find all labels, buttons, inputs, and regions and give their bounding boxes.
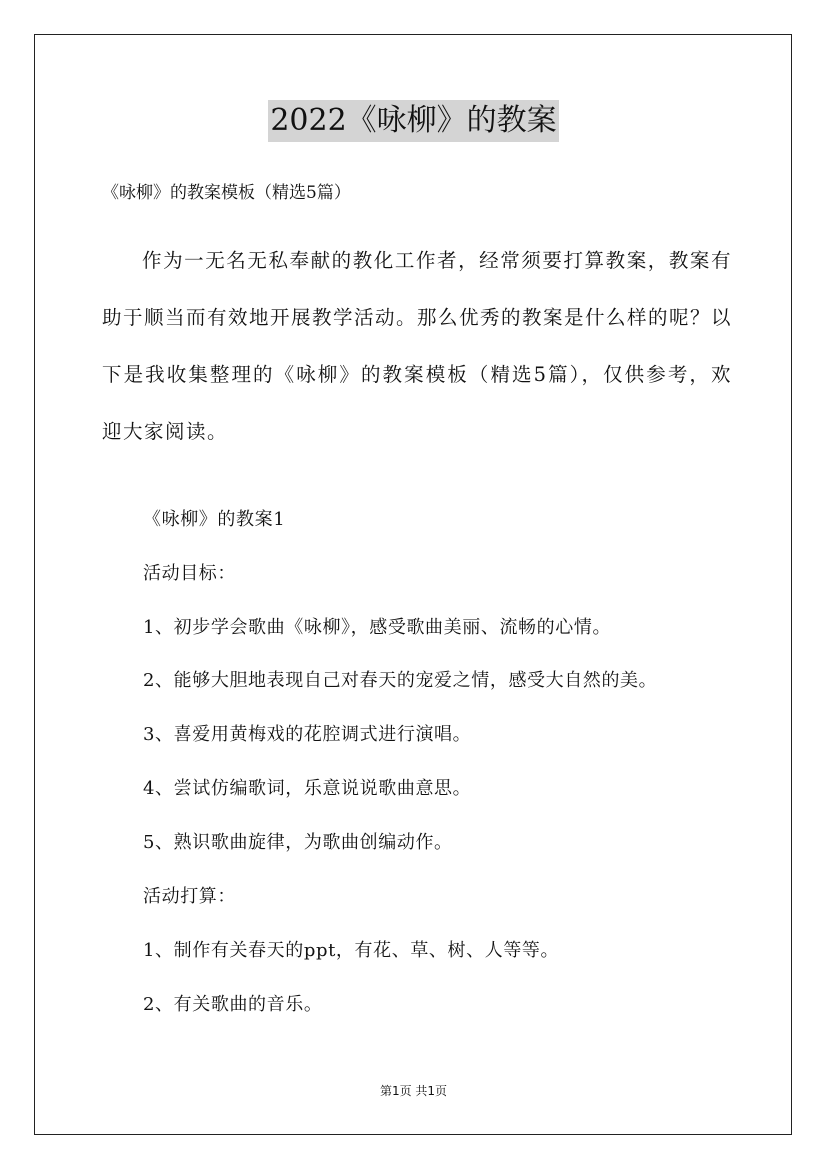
goals-heading: 活动目标：	[143, 563, 236, 584]
document-title: 2022《咏柳》的教案	[268, 100, 558, 142]
intro-paragraph: 作为一无名无私奉献的教化工作者，经常须要打算教案，教案有助于顺当而有效地开展教学活动。那么优秀的教案是什么样的呢？以下是我收集整理的《咏柳》的教案模板（精选5篇），仅供参考，欢迎大家阅读。	[102, 249, 733, 443]
document-subtitle: 《咏柳》的教案模板（精选5篇）	[102, 183, 351, 203]
goal-item: 3、喜爱用黄梅戏的花腔调式进行演唱。	[143, 724, 472, 745]
goal-item: 5、熟识歌曲旋律，为歌曲创编动作。	[143, 832, 453, 853]
title-container	[0, 100, 827, 142]
page-footer: 第1页 共1页	[379, 1084, 448, 1098]
section-heading: 《咏柳》的教案1	[143, 509, 286, 530]
goal-item: 4、尝试仿编歌词，乐意说说歌曲意思。	[143, 778, 472, 799]
goal-item: 1、初步学会歌曲《咏柳》，感受歌曲美丽、流畅的心情。	[143, 617, 612, 638]
goal-item: 2、能够大胆地表现自己对春天的宠爱之情，感受大自然的美。	[143, 670, 658, 691]
prep-heading: 活动打算：	[143, 886, 236, 907]
prep-item: 2、有关歌曲的音乐。	[143, 994, 323, 1015]
prep-item: 1、制作有关春天的ppt，有花、草、树、人等等。	[143, 940, 560, 961]
